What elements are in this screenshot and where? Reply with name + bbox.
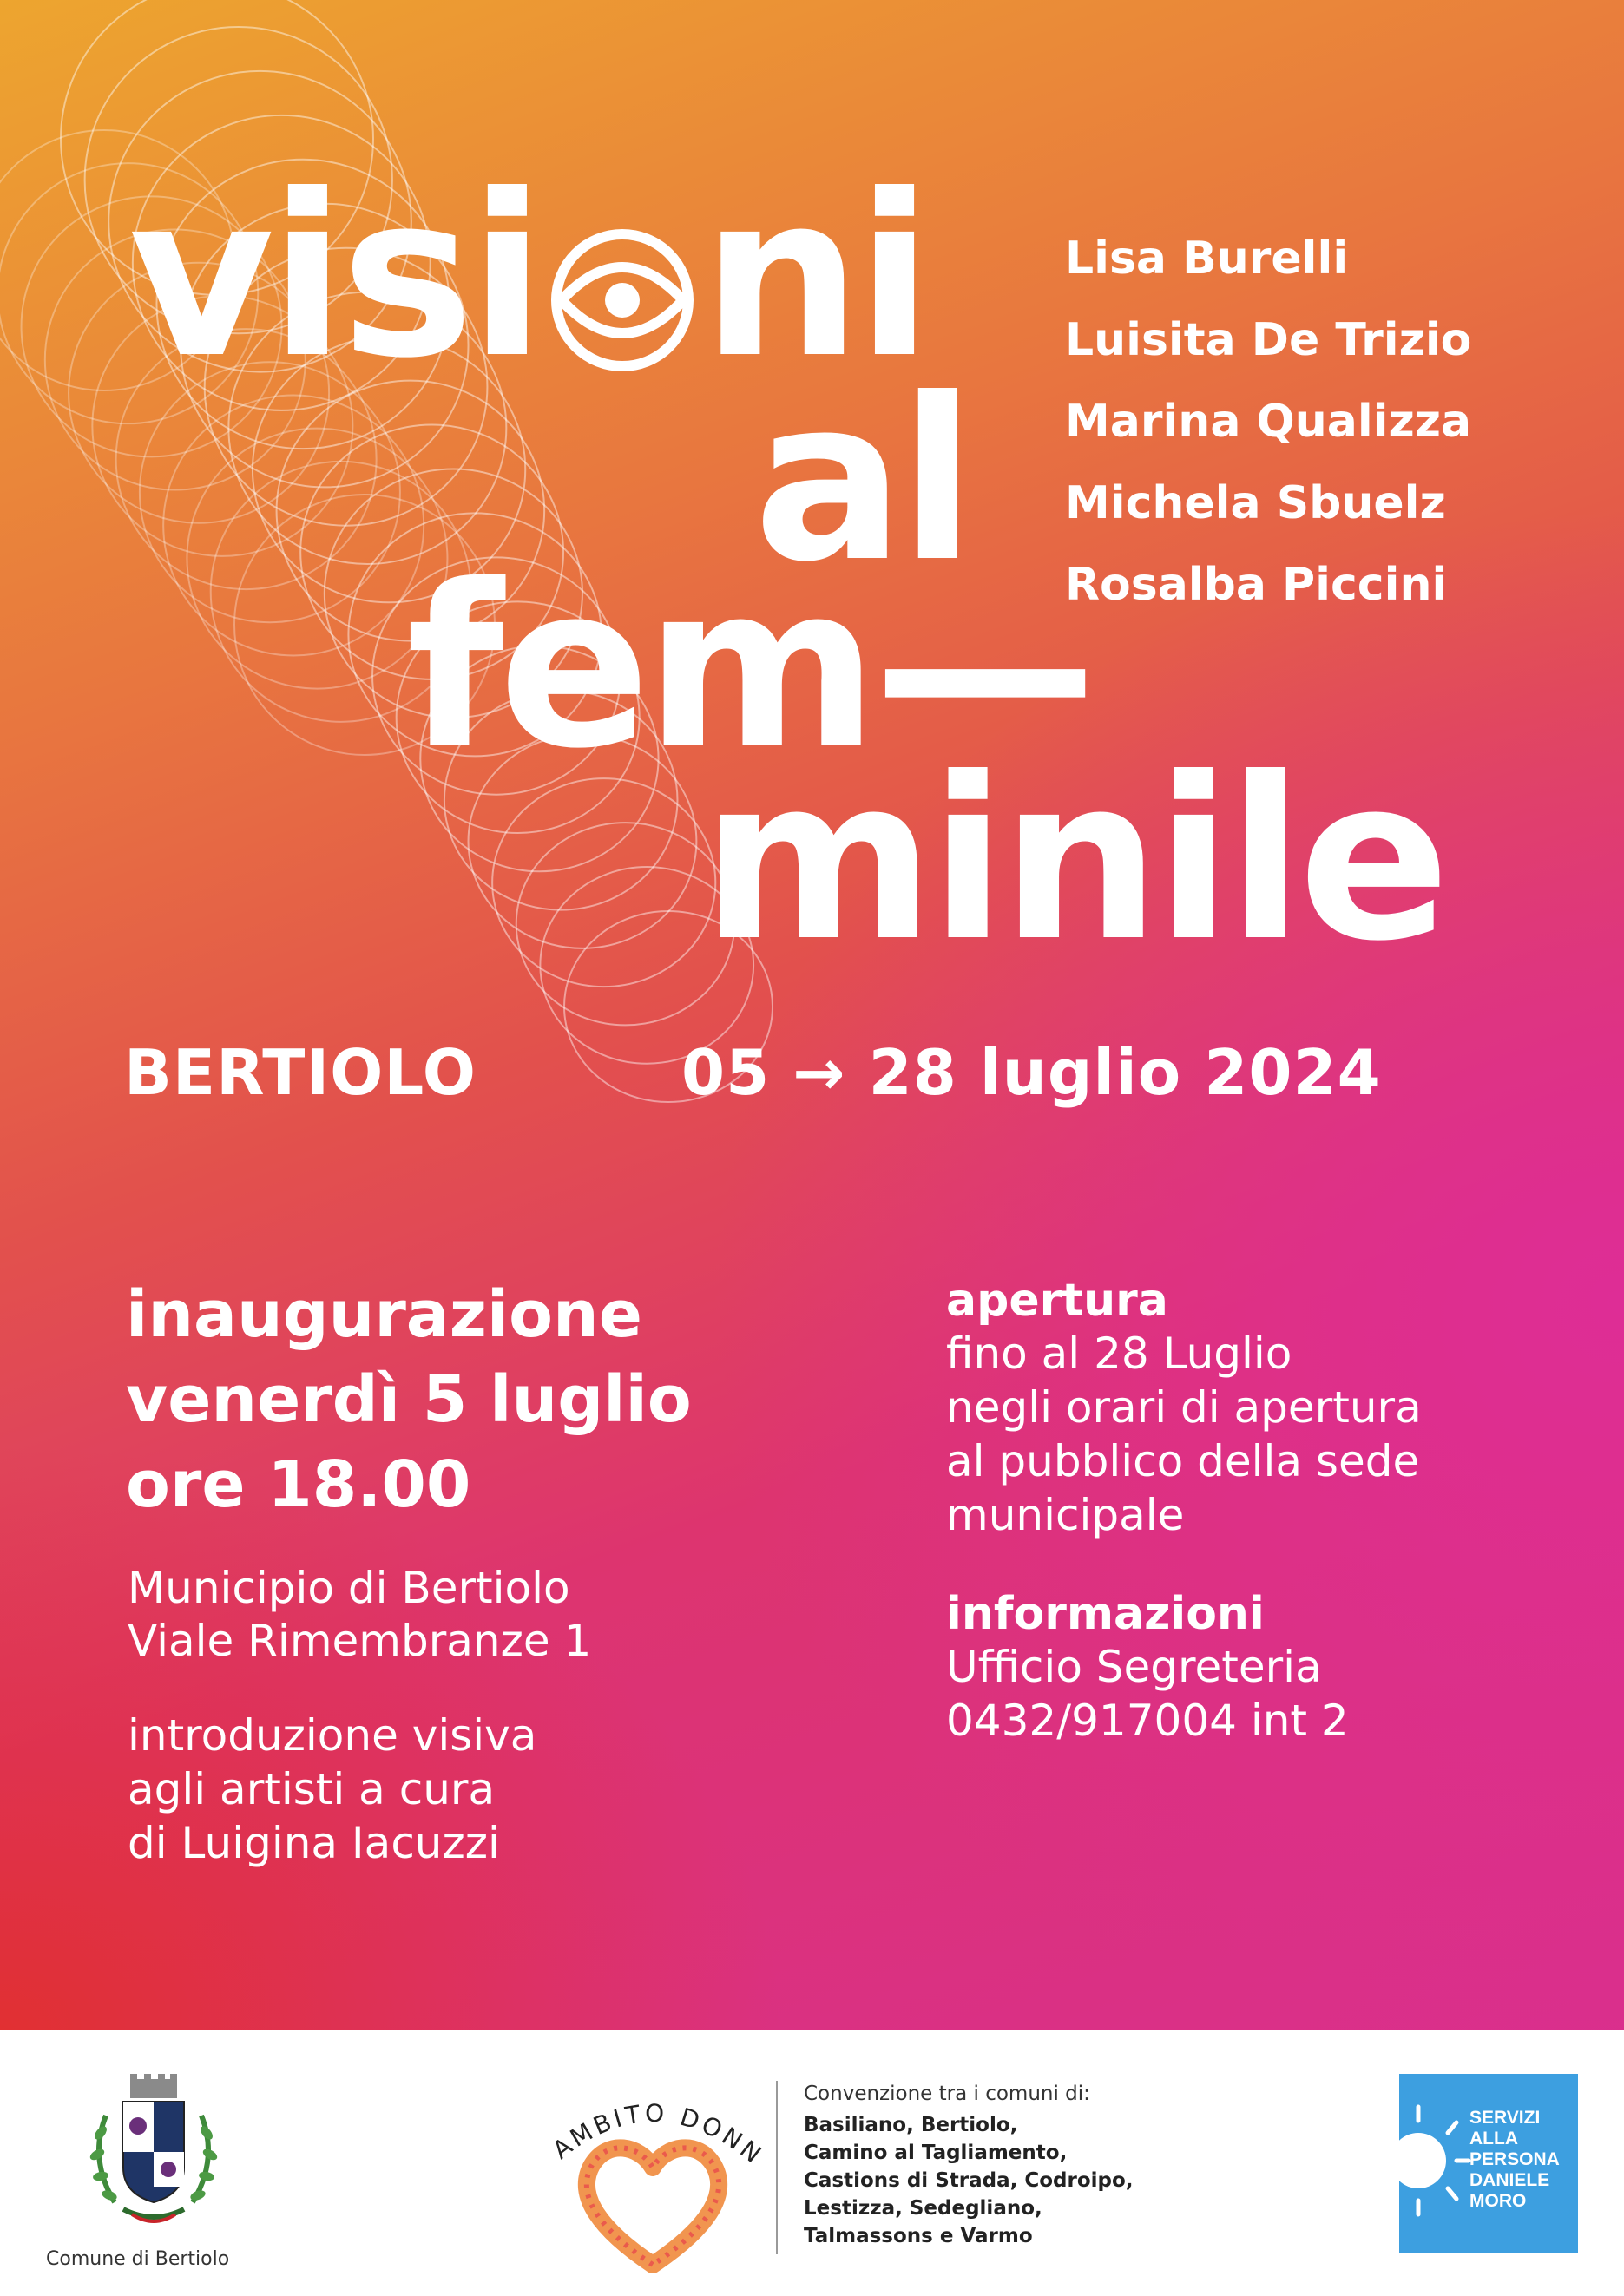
ambito-text: AMBITO DONN bbox=[547, 2098, 770, 2171]
intro-line: agli artisti a cura bbox=[128, 1764, 496, 1814]
info-line: Ufficio Segreteria bbox=[946, 1642, 1322, 1692]
convention-line: Talmassons e Varmo bbox=[804, 2225, 1033, 2247]
title-ni: ni bbox=[701, 147, 928, 407]
heart-icon bbox=[587, 2148, 719, 2265]
title-word-fem: fem— bbox=[406, 537, 1093, 797]
event-dates: 05 → 28 luglio 2024 bbox=[681, 1036, 1382, 1109]
servizi-line: DANIELE bbox=[1469, 2170, 1550, 2190]
servizi-line: SERVIZI bbox=[1469, 2108, 1541, 2128]
location: BERTIOLO bbox=[124, 1036, 477, 1109]
servizi-line: PERSONA bbox=[1469, 2149, 1560, 2169]
convention-line: Lestizza, Sedegliano, bbox=[804, 2197, 1042, 2220]
artist-name: Rosalba Piccini bbox=[1065, 559, 1448, 611]
convention-line: Camino al Tagliamento, bbox=[804, 2142, 1068, 2164]
convention-line: Castions di Strada, Codroipo, bbox=[804, 2169, 1134, 2192]
opening-line: fino al 28 Luglio bbox=[946, 1328, 1292, 1379]
title-visi: visi bbox=[128, 147, 541, 407]
title-word-al: al bbox=[753, 351, 971, 611]
eye-icon bbox=[548, 215, 697, 389]
comune-label: Comune di Bertiolo bbox=[46, 2248, 230, 2270]
address-line: Municipio di Bertiolo bbox=[128, 1563, 570, 1613]
inauguration-line: ore 18.00 bbox=[126, 1447, 471, 1522]
inauguration-line: inaugurazione bbox=[126, 1277, 642, 1352]
ambito-donna-logo bbox=[531, 2065, 774, 2282]
opening-line: municipale bbox=[946, 1490, 1185, 1540]
artist-name: Marina Qualizza bbox=[1065, 396, 1472, 448]
opening-line: al pubblico della sede bbox=[946, 1436, 1420, 1486]
convention-title: Convenzione tra i comuni di: bbox=[804, 2083, 1090, 2105]
intro-line: introduzione visiva bbox=[128, 1710, 537, 1761]
artist-name: Luisita De Trizio bbox=[1065, 314, 1472, 366]
footer-divider bbox=[776, 2081, 778, 2254]
intro-line: di Luigina Iacuzzi bbox=[128, 1818, 500, 1868]
footer bbox=[0, 2030, 1624, 2296]
artist-name: Michela Sbuelz bbox=[1065, 477, 1446, 529]
title-word-minile: minile bbox=[701, 730, 1445, 990]
decorative-ring bbox=[163, 395, 424, 655]
info-heading: informazioni bbox=[946, 1588, 1265, 1640]
opening-line: negli orari di apertura bbox=[946, 1382, 1422, 1433]
opening-heading: apertura bbox=[946, 1275, 1168, 1327]
comune-crest-icon bbox=[80, 2072, 227, 2237]
artist-name: Lisa Burelli bbox=[1065, 233, 1349, 285]
convention-line: Basiliano, Bertiolo, bbox=[804, 2114, 1018, 2136]
servizi-line: MORO bbox=[1469, 2191, 1527, 2211]
servizi-line: ALLA bbox=[1469, 2129, 1518, 2148]
address-line: Viale Rimembranze 1 bbox=[128, 1616, 592, 1666]
info-line: 0432/917004 int 2 bbox=[946, 1696, 1349, 1746]
inauguration-line: venerdì 5 luglio bbox=[126, 1362, 692, 1437]
